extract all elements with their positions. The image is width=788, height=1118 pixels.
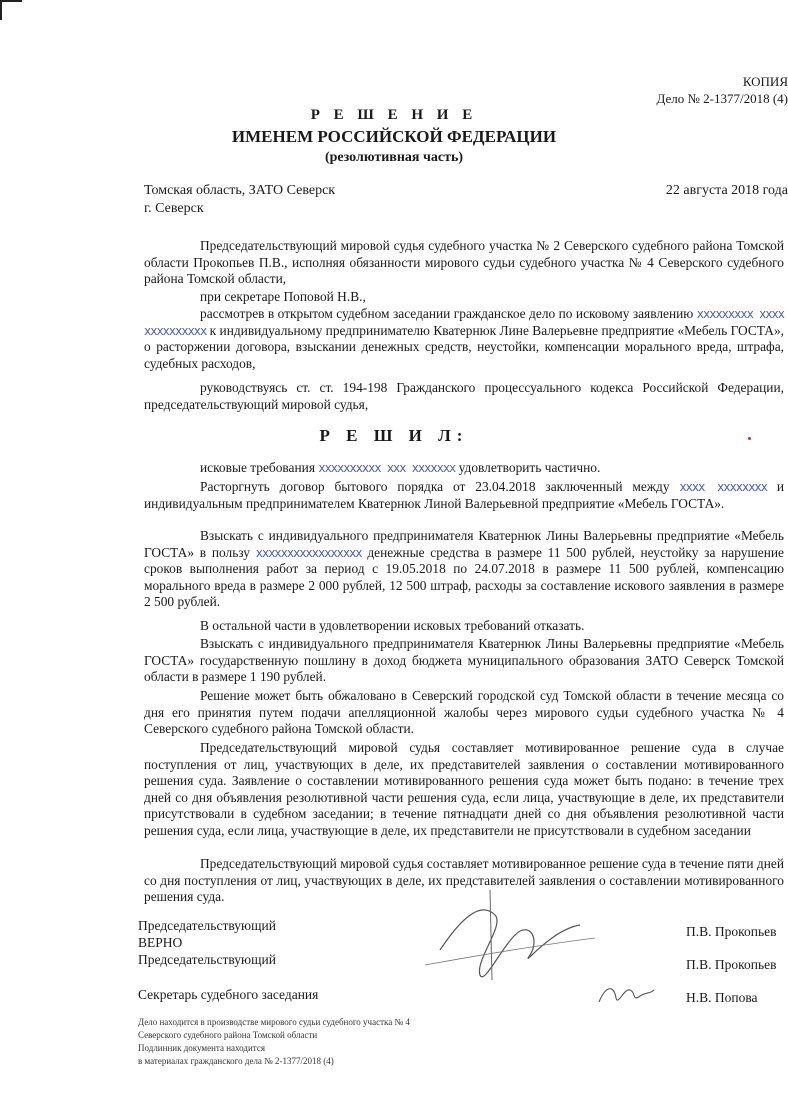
case-number: Дело № 2-1377/2018 (4) (656, 91, 788, 106)
secretary-label: Секретарь судебного заседания (138, 987, 319, 1002)
footer-line-1: Дело находится в производстве мирового судьи судебного участка № 4 (138, 1017, 410, 1027)
footer-line-3: Подлинник документа находится (138, 1043, 265, 1053)
body-paragraph-3 (144, 528, 784, 611)
footer-line-2: Северского судебного района Томской области (138, 1030, 318, 1040)
intro-p3-text: рассмотрев в открытом судебном заседании гражданское дело по исковому заявлению (200, 306, 694, 321)
body-paragraph-4: В остальной части в удовлетворении исковых требований отказать. (200, 618, 585, 633)
city: г. Северск (144, 201, 204, 216)
intro-paragraph-4: руководствуясь ст. ст. 194-198 Гражданского процессуального кодекса Российской Федерации, председательствующий мировой судья, (144, 380, 784, 412)
scan-corner-mark (0, 0, 22, 20)
redacted-plaintiff: ххххххххх хххх хххххххххх (144, 307, 784, 338)
decided-heading: Р Е Ш И Л: (319, 426, 469, 445)
place: Томская область, ЗАТО Северск (144, 183, 336, 198)
secretary-name: Н.В. Попова (686, 990, 758, 1005)
b1-text: исковые требования (200, 460, 315, 475)
copy-stamp: КОПИЯ (742, 74, 788, 89)
verno-label: ВЕРНО (138, 935, 183, 950)
judge-signature (420, 880, 600, 990)
document-title: Р Е Ш Е Н И Е (310, 107, 478, 123)
decision-date: 22 августа 2018 года (665, 183, 788, 198)
secretary-signature (596, 980, 656, 1008)
scan-speck (748, 437, 751, 440)
redacted-name-1: хххххххххх ххх ххххххх (318, 461, 456, 475)
b1-text-cont: удовлетворить частично. (458, 460, 601, 475)
redacted-name-3: ххххххххххххххххх (255, 545, 362, 560)
body-paragraph-7: Председательствующий мировой судья составляет мотивированное решение суда в случае поступления от лиц, участвующих в деле, их представителей заявления о составлении мотивированного решения суда. Заявление о составлении мотивированного решения суда может быть подано: в течение трех дней со дня объявления резолютивной части решения суда, если лица, участвующие в деле, их представители присутствовали в судебном заседании; в течение пятнадцати дней со дня объявления резолютивной части решения суда, если лица, участвующие в деле, их представители не присутствовали в судебном заседании (144, 740, 784, 838)
redacted-name-2: хххх хххххххх (679, 480, 767, 494)
intro-paragraph-1: Председательствующий мировой судья судебного участка № 2 Северского судебного района Томской области Прокопьев П.В., исполняя обязанности мирового судьи судебного участка № 4 Северского судебного района Томской области, (144, 238, 784, 287)
intro-paragraph-3 (144, 306, 784, 372)
b3-text: Взыскать с индивидуального предпринимателя Кватернюк Лины Валерьевны предприятие «Мебель ГОСТА» в пользу (144, 528, 784, 560)
body-paragraph-8: Председательствующий мировой судья составляет мотивированное решение суда в течение пяти дней со дня поступления от лиц, участвующих в деле, их представителей заявления о составлении мотивированного решения суда. (144, 856, 784, 905)
body-paragraph-5: Взыскать с индивидуального предпринимателя Кватернюк Лины Валерьевны предприятие «Мебель ГОСТА» государственную пошлину в доход бюджета муниципального образования ЗАТО Северск Томской области в размере 1 190 рублей. (144, 636, 784, 685)
intro-paragraph-2: при секретаре Поповой Н.В., (200, 289, 366, 304)
chair-label-2: Председательствующий (138, 952, 276, 967)
intro-p3-text-cont: к индивидуальному предпринимателю Кватернюк Лине Валерьевне предприятие «Мебель ГОСТА», о расторжении договора, взыскании денежных средств, неустойки, компенсации морального вреда, штрафа, судебных расходов, (144, 322, 784, 371)
body-paragraph-6: Решение может быть обжаловано в Северский городской суд Томской области в течение месяца со дня его принятия путем подачи апелляционной жалобы через мирового судьи судебного участка № 4 Северского судебного района Томской области. (144, 688, 784, 737)
body-paragraph-1 (144, 460, 784, 477)
document-subtitle: ИМЕНЕМ РОССИЙСКОЙ ФЕДЕРАЦИИ (231, 127, 557, 146)
body-paragraph-2 (144, 479, 784, 512)
footer-line-4: в материалах гражданского дела № 2-1377/2018 (4) (138, 1056, 334, 1066)
chair-label: Председательствующий (138, 918, 276, 933)
document-part: (резолютивная часть) (324, 150, 464, 165)
chair-name-2: П.В. Прокопьев (686, 957, 777, 972)
b2-text: Расторгнуть договор бытового порядка от 23.04.2018 заключенный между (200, 479, 670, 494)
b3-text-cont: денежные средства в размере 11 500 рублей, неустойку за нарушение сроков выполнения работ за период с 19.05.2018 по 24.07.2018 в размере 11 500 рублей, компенсацию морального вреда в размере 2 000 рублей, 12 500 штраф, расходы за составление искового заявления в размере 2 500 рублей. (144, 544, 784, 610)
chair-name: П.В. Прокопьев (686, 924, 777, 939)
b2-text-cont: и индивидуальным предпринимателем Кватернюк Линой Валерьевной предприятие «Мебель ГОСТА». (144, 479, 784, 511)
